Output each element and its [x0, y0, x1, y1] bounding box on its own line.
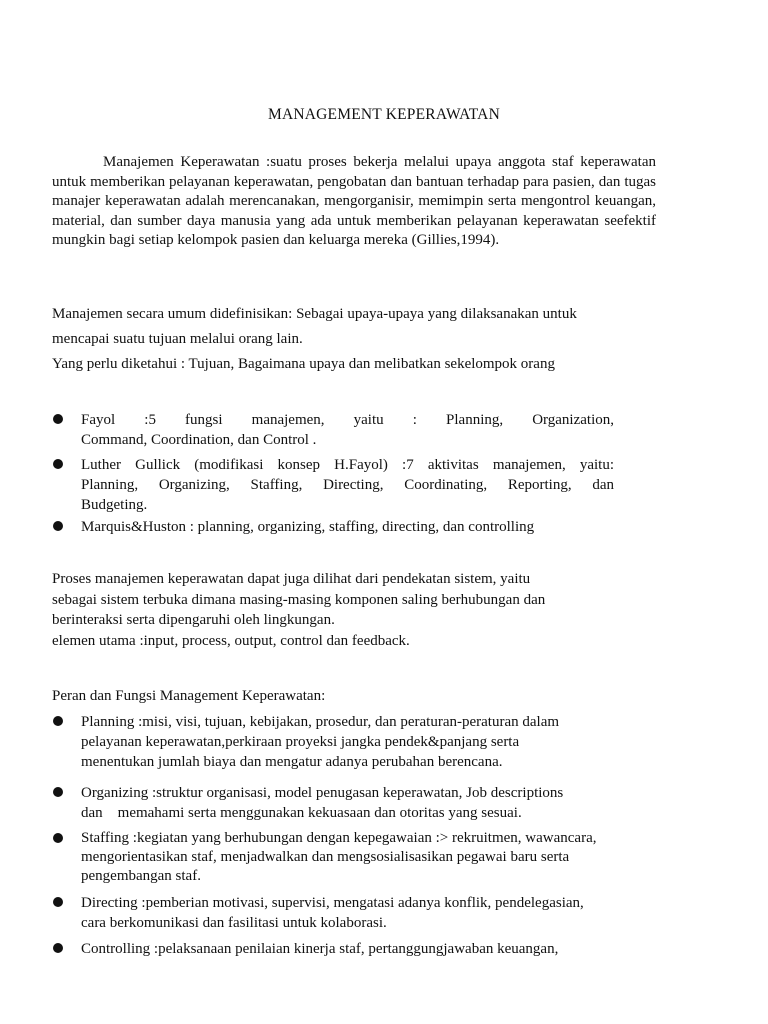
bullet-icon	[52, 410, 66, 424]
bullet-icon	[52, 455, 66, 469]
list-item-line: Marquis&Huston : planning, organizing, staffing, directing, dan controlling	[81, 519, 535, 535]
list-item-line: Directing :pemberian motivasi, supervisi, mengatasi adanya konflik, pendelegasian,	[81, 895, 584, 911]
list-item-line: menentukan jumlah biaya dan mengatur adanya perubahan berencana.	[81, 754, 503, 770]
definition-line: mencapai suatu tujuan melalui orang lain.	[52, 331, 303, 347]
list-item	[81, 829, 721, 886]
list-item-line: Controlling :pelaksanaan penilaian kinerja staf, pertanggungjawaban keuangan,	[81, 941, 559, 957]
definition-line: Manajemen secara umum didefinisikan: Sebagai upaya-upaya yang dilaksanakan untuk	[52, 306, 577, 322]
list-item-line: Organizing :struktur organisasi, model penugasan keperawatan, Job descriptions	[81, 785, 564, 801]
list-item	[81, 893, 721, 933]
bullet-icon	[52, 939, 66, 953]
list-item-line: Planning, Organizing, Staffing, Directing, Coordinating, Reporting, dan	[81, 477, 614, 493]
list-item-line: mengorientasikan staf, menjadwalkan dan mengsosialisasikan pegawai baru serta	[81, 849, 570, 865]
document-title: MANAGEMENT KEPERAWATAN	[268, 106, 500, 123]
list-item-line: Staffing :kegiatan yang berhubungan dengan kepegawaian :> rekruitmen, wawancara,	[81, 830, 597, 846]
intro-paragraph: Manajemen Keperawatan :suatu proses bekerja melalui upaya anggota staf keperawatan untuk memberikan pelayanan keperawatan, pengobatan dan bantuan terhadap para pasien, dan tugas manajer keperawatan adalah merencanakan, mengorganisir, memimpin serta mengontrol keuangan, material, dan sumber daya manusia yang ada untuk memberikan pelayanan keperawatan seefektif mungkin bagi setiap kelompok pasien dan keluarga mereka (Gillies,1994).	[52, 154, 656, 249]
bullet-icon	[52, 517, 66, 531]
system-line: sebagai sistem terbuka dimana masing-masing komponen saling berhubungan dan	[52, 592, 546, 608]
list-item	[81, 410, 614, 450]
list-item	[81, 939, 721, 959]
list-item	[81, 517, 641, 537]
list-item-line: pelayanan keperawatan,perkiraan proyeksi jangka pendek&panjang serta	[81, 734, 520, 750]
system-line: elemen utama :input, process, output, control dan feedback.	[52, 633, 410, 649]
list-item-line: pengembangan staf.	[81, 868, 201, 884]
system-line: berinteraksi serta dipengaruhi oleh lingkungan.	[52, 612, 335, 628]
list-item-line: Fayol :5 fungsi manajemen, yaitu : Planning, Organization,	[81, 412, 614, 428]
list-item-line: Luther Gullick (modifikasi konsep H.Fayol) :7 aktivitas manajemen, yaitu:	[81, 457, 614, 473]
bullet-icon	[52, 712, 66, 726]
definition-line: Yang perlu diketahui : Tujuan, Bagaimana upaya dan melibatkan sekelompok orang	[52, 356, 555, 372]
list-item-line: dan memahami serta menggunakan kekuasaan dan otoritas yang sesuai.	[81, 805, 522, 821]
system-line: Proses manajemen keperawatan dapat juga dilihat dari pendekatan sistem, yaitu	[52, 571, 531, 587]
list-item-line: Planning :misi, visi, tujuan, kebijakan, prosedur, dan peraturan-peraturan dalam	[81, 714, 560, 730]
list-item	[81, 783, 681, 823]
bullet-icon	[52, 829, 66, 843]
list-item	[81, 455, 614, 515]
bullet-icon	[52, 783, 66, 797]
list-item-line: Budgeting.	[81, 497, 148, 513]
roles-heading: Peran dan Fungsi Management Keperawatan:	[52, 688, 326, 704]
bullet-icon	[52, 893, 66, 907]
list-item-line: cara berkomunikasi dan fasilitasi untuk kolaborasi.	[81, 915, 387, 931]
list-item	[81, 712, 681, 772]
list-item-line: Command, Coordination, dan Control .	[81, 432, 317, 448]
